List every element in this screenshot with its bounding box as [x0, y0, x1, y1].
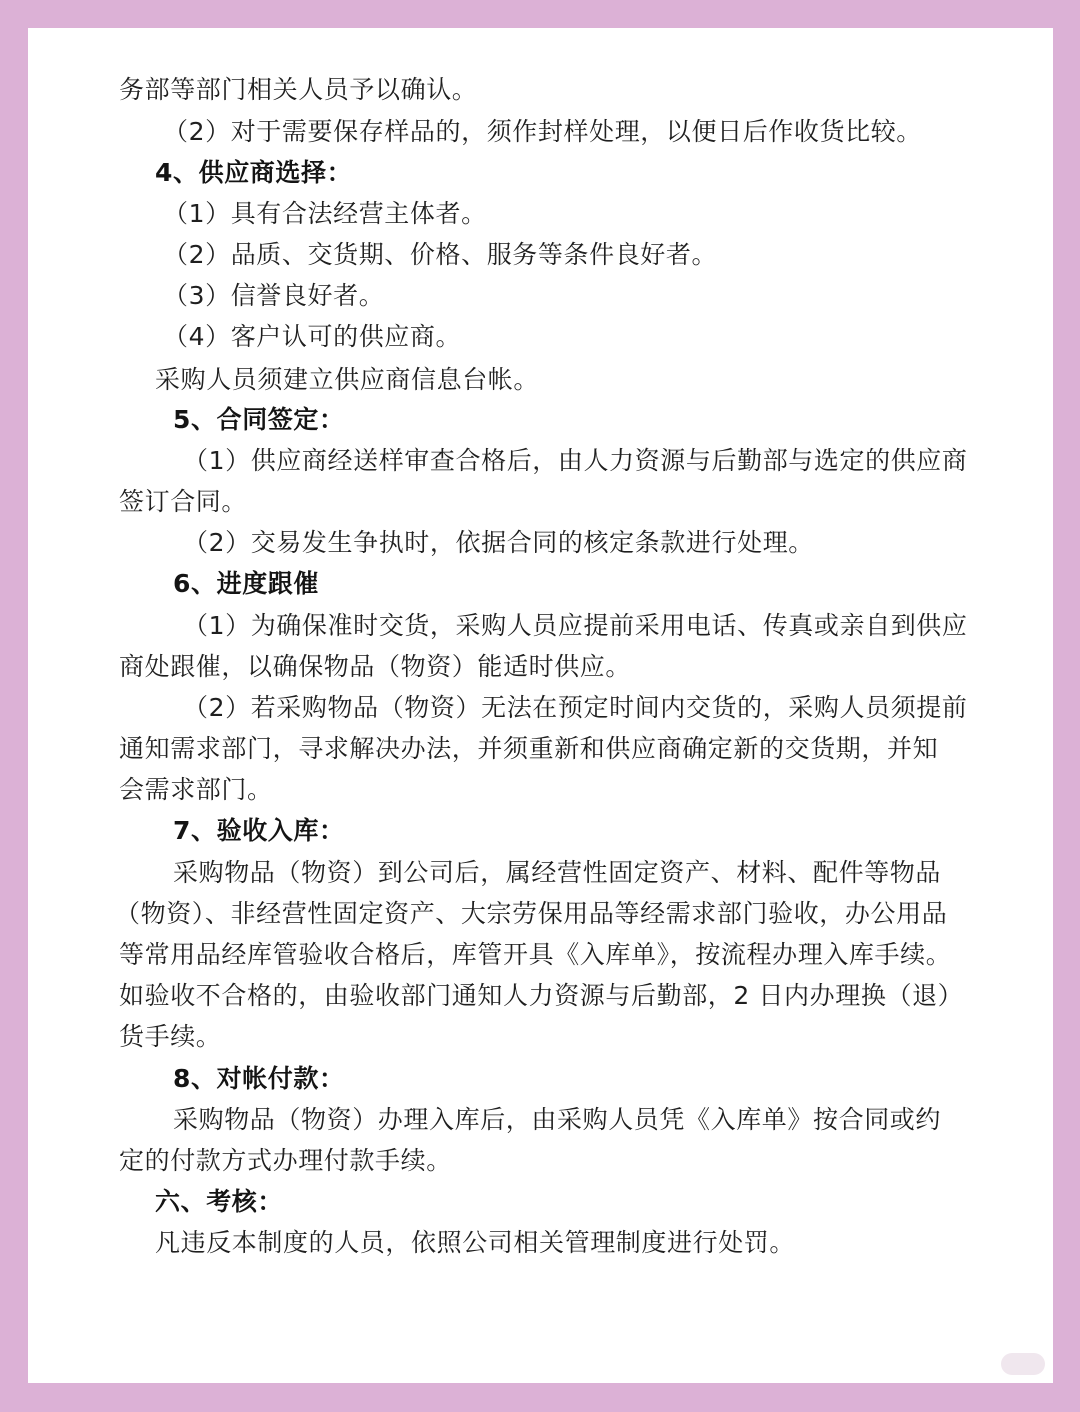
- list-item: （3）信誉良好者。: [163, 281, 385, 310]
- list-item: （2）交易发生争执时，依据合同的核定条款进行处理。: [183, 528, 814, 557]
- text-line: 定的付款方式办理付款手续。: [119, 1146, 452, 1175]
- text-line: 签订合同。: [119, 487, 248, 516]
- list-item: （2）对于需要保存样品的，须作封样处理，以便日后作收货比较。: [163, 117, 922, 146]
- list-item: （1）为确保准时交货，采购人员应提前采用电话、传真或亲自到供应: [183, 611, 968, 640]
- list-item: （2）品质、交货期、价格、服务等条件良好者。: [163, 240, 718, 269]
- text-line: 采购物品（物资）到公司后，属经营性固定资产、材料、配件等物品: [173, 858, 942, 887]
- section-heading: 8、对帐付款：: [173, 1064, 345, 1093]
- list-item: （4）客户认可的供应商。: [163, 322, 462, 351]
- text-line: 会需求部门。: [119, 775, 273, 804]
- section-heading: 六、考核：: [155, 1187, 284, 1216]
- list-item: （1）具有合法经营主体者。: [163, 199, 487, 228]
- text-line: 凡违反本制度的人员，依照公司相关管理制度进行处罚。: [155, 1228, 796, 1257]
- text-line: 等常用品经库管验收合格后，库管开具《入库单》，按流程办理入库手续。: [119, 940, 952, 969]
- text-line: 货手续。: [119, 1022, 222, 1051]
- text-line: 务部等部门相关人员予以确认。: [119, 75, 478, 104]
- watermark-badge: [1001, 1353, 1045, 1375]
- section-heading: 4、供应商选择：: [155, 158, 353, 187]
- text-line: 采购物品（物资）办理入库后，由采购人员凭《入库单》按合同或约: [173, 1105, 942, 1134]
- section-heading: 5、合同签定：: [173, 405, 345, 434]
- list-item: （2）若采购物品（物资）无法在预定时间内交货的，采购人员须提前: [183, 693, 968, 722]
- text-line: 采购人员须建立供应商信息台帐。: [155, 365, 540, 394]
- text-line: （物资）、非经营性固定资产、大宗劳保用品等经需求部门验收，办公用品: [115, 899, 948, 928]
- document-page: [28, 28, 1053, 1383]
- section-heading: 7、验收入库：: [173, 816, 345, 845]
- section-heading: 6、进度跟催: [173, 569, 319, 598]
- text-line: 通知需求部门，寻求解决办法，并须重新和供应商确定新的交货期，并知: [119, 734, 939, 763]
- list-item: （1）供应商经送样审查合格后，由人力资源与后勤部与选定的供应商: [183, 446, 968, 475]
- text-line: 如验收不合格的，由验收部门通知人力资源与后勤部，2 日内办理换（退）: [119, 981, 964, 1010]
- text-line: 商处跟催，以确保物品（物资）能适时供应。: [119, 652, 632, 681]
